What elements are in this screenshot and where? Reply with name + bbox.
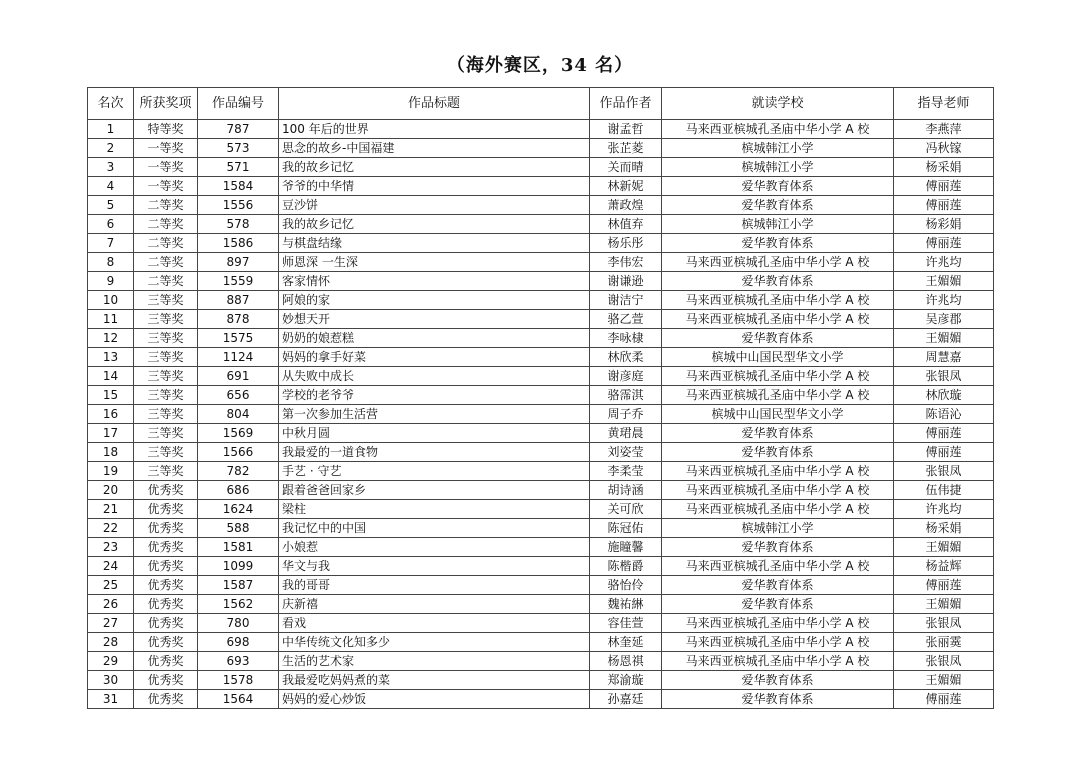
table-row xyxy=(88,215,994,234)
rank-cell: 22 xyxy=(88,519,134,538)
author-cell: 谢彦庭 xyxy=(590,367,662,386)
school-cell: 马来西亚槟城孔圣庙中华小学 A 校 xyxy=(662,367,894,386)
author-cell: 李伟宏 xyxy=(590,253,662,272)
award-cell: 三等奖 xyxy=(134,310,198,329)
school-cell: 马来西亚槟城孔圣庙中华小学 A 校 xyxy=(662,652,894,671)
school-cell: 槟城韩江小学 xyxy=(662,158,894,177)
author-cell: 刘姿莹 xyxy=(590,443,662,462)
award-cell: 三等奖 xyxy=(134,405,198,424)
header-work-id: 作品编号 xyxy=(198,88,279,120)
author-cell: 施瞳馨 xyxy=(590,538,662,557)
school-cell: 爱华教育体系 xyxy=(662,690,894,709)
award-cell: 优秀奖 xyxy=(134,633,198,652)
work-title-cell: 我记忆中的中国 xyxy=(279,519,590,538)
table-row xyxy=(88,671,994,690)
work-id-cell: 1624 xyxy=(198,500,279,519)
award-cell: 优秀奖 xyxy=(134,690,198,709)
author-cell: 陈楷爵 xyxy=(590,557,662,576)
author-cell: 杨乐彤 xyxy=(590,234,662,253)
school-cell: 马来西亚槟城孔圣庙中华小学 A 校 xyxy=(662,310,894,329)
work-title-cell: 豆沙饼 xyxy=(279,196,590,215)
work-title-cell: 我最爱吃妈妈煮的菜 xyxy=(279,671,590,690)
teacher-cell: 傅丽莲 xyxy=(894,177,994,196)
school-cell: 爱华教育体系 xyxy=(662,234,894,253)
work-id-cell: 698 xyxy=(198,633,279,652)
work-title-cell: 100 年后的世界 xyxy=(279,120,590,139)
teacher-cell: 许兆均 xyxy=(894,291,994,310)
teacher-cell: 傅丽莲 xyxy=(894,690,994,709)
page-title: （海外赛区，34 名） xyxy=(446,55,634,76)
work-title-cell: 爷爷的中华情 xyxy=(279,177,590,196)
teacher-cell: 王媚媚 xyxy=(894,538,994,557)
rank-cell: 15 xyxy=(88,386,134,405)
award-cell: 一等奖 xyxy=(134,177,198,196)
table-row xyxy=(88,424,994,443)
teacher-cell: 杨益辉 xyxy=(894,557,994,576)
work-title-cell: 我的故乡记忆 xyxy=(279,215,590,234)
author-cell: 关可欣 xyxy=(590,500,662,519)
work-id-cell: 571 xyxy=(198,158,279,177)
work-title-cell: 手艺 · 守艺 xyxy=(279,462,590,481)
author-cell: 孙嘉廷 xyxy=(590,690,662,709)
table-body xyxy=(88,120,994,709)
teacher-cell: 陈语沁 xyxy=(894,405,994,424)
header-school: 就读学校 xyxy=(662,88,894,120)
work-id-cell: 897 xyxy=(198,253,279,272)
school-cell: 爱华教育体系 xyxy=(662,671,894,690)
header-author: 作品作者 xyxy=(590,88,662,120)
award-cell: 二等奖 xyxy=(134,253,198,272)
author-cell: 骆乙萱 xyxy=(590,310,662,329)
rank-cell: 28 xyxy=(88,633,134,652)
work-title-cell: 从失败中成长 xyxy=(279,367,590,386)
table-row xyxy=(88,253,994,272)
work-title-cell: 看戏 xyxy=(279,614,590,633)
work-id-cell: 787 xyxy=(198,120,279,139)
award-cell: 优秀奖 xyxy=(134,576,198,595)
work-title-cell: 梁柱 xyxy=(279,500,590,519)
work-id-cell: 1569 xyxy=(198,424,279,443)
school-cell: 马来西亚槟城孔圣庙中华小学 A 校 xyxy=(662,633,894,652)
work-id-cell: 693 xyxy=(198,652,279,671)
table-row xyxy=(88,310,994,329)
award-cell: 优秀奖 xyxy=(134,595,198,614)
school-cell: 马来西亚槟城孔圣庙中华小学 A 校 xyxy=(662,386,894,405)
header-award: 所获奖项 xyxy=(134,88,198,120)
table-row xyxy=(88,462,994,481)
rank-cell: 11 xyxy=(88,310,134,329)
header-work-title: 作品标题 xyxy=(279,88,590,120)
rank-cell: 27 xyxy=(88,614,134,633)
rank-cell: 9 xyxy=(88,272,134,291)
teacher-cell: 傅丽莲 xyxy=(894,424,994,443)
work-id-cell: 656 xyxy=(198,386,279,405)
work-title-cell: 我的故乡记忆 xyxy=(279,158,590,177)
school-cell: 槟城韩江小学 xyxy=(662,519,894,538)
teacher-cell: 王媚媚 xyxy=(894,671,994,690)
author-cell: 魏祐綝 xyxy=(590,595,662,614)
teacher-cell: 张银凤 xyxy=(894,614,994,633)
work-id-cell: 1099 xyxy=(198,557,279,576)
award-cell: 优秀奖 xyxy=(134,557,198,576)
rank-cell: 25 xyxy=(88,576,134,595)
teacher-cell: 王媚媚 xyxy=(894,329,994,348)
work-id-cell: 1562 xyxy=(198,595,279,614)
work-id-cell: 878 xyxy=(198,310,279,329)
award-cell: 优秀奖 xyxy=(134,519,198,538)
work-id-cell: 1586 xyxy=(198,234,279,253)
author-cell: 谢孟哲 xyxy=(590,120,662,139)
rank-cell: 23 xyxy=(88,538,134,557)
work-id-cell: 1559 xyxy=(198,272,279,291)
rank-cell: 20 xyxy=(88,481,134,500)
work-id-cell: 1584 xyxy=(198,177,279,196)
work-title-cell: 阿娘的家 xyxy=(279,291,590,310)
school-cell: 爱华教育体系 xyxy=(662,443,894,462)
work-title-cell: 妈妈的爱心炒饭 xyxy=(279,690,590,709)
author-cell: 谢洁宁 xyxy=(590,291,662,310)
award-cell: 三等奖 xyxy=(134,329,198,348)
work-title-cell: 中华传统文化知多少 xyxy=(279,633,590,652)
award-cell: 优秀奖 xyxy=(134,481,198,500)
award-cell: 优秀奖 xyxy=(134,614,198,633)
teacher-cell: 许兆均 xyxy=(894,500,994,519)
table-row xyxy=(88,196,994,215)
school-cell: 槟城中山国民型华文小学 xyxy=(662,405,894,424)
teacher-cell: 周慧嘉 xyxy=(894,348,994,367)
header-rank: 名次 xyxy=(88,88,134,120)
teacher-cell: 李燕萍 xyxy=(894,120,994,139)
work-title-cell: 生活的艺术家 xyxy=(279,652,590,671)
school-cell: 马来西亚槟城孔圣庙中华小学 A 校 xyxy=(662,291,894,310)
rank-cell: 12 xyxy=(88,329,134,348)
table-row xyxy=(88,329,994,348)
teacher-cell: 杨彩娟 xyxy=(894,215,994,234)
rank-cell: 16 xyxy=(88,405,134,424)
school-cell: 爱华教育体系 xyxy=(662,576,894,595)
rank-cell: 24 xyxy=(88,557,134,576)
rank-cell: 26 xyxy=(88,595,134,614)
award-cell: 三等奖 xyxy=(134,291,198,310)
award-cell: 三等奖 xyxy=(134,367,198,386)
teacher-cell: 傅丽莲 xyxy=(894,196,994,215)
rank-cell: 29 xyxy=(88,652,134,671)
award-cell: 特等奖 xyxy=(134,120,198,139)
work-id-cell: 588 xyxy=(198,519,279,538)
school-cell: 爱华教育体系 xyxy=(662,424,894,443)
school-cell: 槟城韩江小学 xyxy=(662,139,894,158)
awards-table xyxy=(87,87,994,709)
author-cell: 关而晴 xyxy=(590,158,662,177)
school-cell: 马来西亚槟城孔圣庙中华小学 A 校 xyxy=(662,253,894,272)
rank-cell: 19 xyxy=(88,462,134,481)
award-cell: 三等奖 xyxy=(134,462,198,481)
work-id-cell: 1556 xyxy=(198,196,279,215)
teacher-cell: 张银凤 xyxy=(894,367,994,386)
award-cell: 二等奖 xyxy=(134,215,198,234)
author-cell: 骆霈淇 xyxy=(590,386,662,405)
work-id-cell: 804 xyxy=(198,405,279,424)
teacher-cell: 傅丽莲 xyxy=(894,234,994,253)
author-cell: 谢谦逊 xyxy=(590,272,662,291)
table-row xyxy=(88,481,994,500)
table-row xyxy=(88,576,994,595)
work-title-cell: 第一次参加生活营 xyxy=(279,405,590,424)
author-cell: 张芷菱 xyxy=(590,139,662,158)
rank-cell: 8 xyxy=(88,253,134,272)
table-row xyxy=(88,291,994,310)
table-row xyxy=(88,158,994,177)
teacher-cell: 傅丽莲 xyxy=(894,576,994,595)
header-row xyxy=(88,88,994,120)
rank-cell: 30 xyxy=(88,671,134,690)
rank-cell: 13 xyxy=(88,348,134,367)
teacher-cell: 杨采娟 xyxy=(894,158,994,177)
work-title-cell: 与棋盘结缘 xyxy=(279,234,590,253)
table-row xyxy=(88,367,994,386)
school-cell: 马来西亚槟城孔圣庙中华小学 A 校 xyxy=(662,557,894,576)
rank-cell: 18 xyxy=(88,443,134,462)
work-title-cell: 中秋月圆 xyxy=(279,424,590,443)
school-cell: 槟城中山国民型华文小学 xyxy=(662,348,894,367)
school-cell: 爱华教育体系 xyxy=(662,329,894,348)
work-id-cell: 1578 xyxy=(198,671,279,690)
school-cell: 马来西亚槟城孔圣庙中华小学 A 校 xyxy=(662,462,894,481)
author-cell: 陈冠佑 xyxy=(590,519,662,538)
table-row xyxy=(88,405,994,424)
table-row xyxy=(88,443,994,462)
rank-cell: 3 xyxy=(88,158,134,177)
author-cell: 周子乔 xyxy=(590,405,662,424)
author-cell: 杨恩祺 xyxy=(590,652,662,671)
table-row xyxy=(88,500,994,519)
award-cell: 二等奖 xyxy=(134,272,198,291)
table-row xyxy=(88,272,994,291)
table-row xyxy=(88,557,994,576)
school-cell: 爱华教育体系 xyxy=(662,272,894,291)
table-row xyxy=(88,120,994,139)
school-cell: 槟城韩江小学 xyxy=(662,215,894,234)
work-id-cell: 780 xyxy=(198,614,279,633)
teacher-cell: 张银凤 xyxy=(894,652,994,671)
table-row xyxy=(88,234,994,253)
rank-cell: 31 xyxy=(88,690,134,709)
work-id-cell: 578 xyxy=(198,215,279,234)
work-title-cell: 跟着爸爸回家乡 xyxy=(279,481,590,500)
author-cell: 黄珺晨 xyxy=(590,424,662,443)
award-cell: 三等奖 xyxy=(134,443,198,462)
school-cell: 爱华教育体系 xyxy=(662,196,894,215)
work-title-cell: 奶奶的娘惹糕 xyxy=(279,329,590,348)
work-title-cell: 学校的老爷爷 xyxy=(279,386,590,405)
work-id-cell: 887 xyxy=(198,291,279,310)
work-id-cell: 1575 xyxy=(198,329,279,348)
teacher-cell: 伍伟捷 xyxy=(894,481,994,500)
rank-cell: 4 xyxy=(88,177,134,196)
rank-cell: 21 xyxy=(88,500,134,519)
table-row xyxy=(88,690,994,709)
award-cell: 三等奖 xyxy=(134,424,198,443)
author-cell: 林欣柔 xyxy=(590,348,662,367)
teacher-cell: 傅丽莲 xyxy=(894,443,994,462)
work-title-cell: 华文与我 xyxy=(279,557,590,576)
rank-cell: 5 xyxy=(88,196,134,215)
work-id-cell: 1587 xyxy=(198,576,279,595)
work-id-cell: 691 xyxy=(198,367,279,386)
table-row xyxy=(88,348,994,367)
table-row xyxy=(88,519,994,538)
teacher-cell: 杨采娟 xyxy=(894,519,994,538)
author-cell: 林新妮 xyxy=(590,177,662,196)
award-cell: 三等奖 xyxy=(134,348,198,367)
school-cell: 马来西亚槟城孔圣庙中华小学 A 校 xyxy=(662,481,894,500)
teacher-cell: 许兆均 xyxy=(894,253,994,272)
work-title-cell: 我的哥哥 xyxy=(279,576,590,595)
award-cell: 优秀奖 xyxy=(134,652,198,671)
work-title-cell: 妈妈的拿手好菜 xyxy=(279,348,590,367)
teacher-cell: 吴彦郡 xyxy=(894,310,994,329)
work-title-cell: 客家情怀 xyxy=(279,272,590,291)
work-id-cell: 782 xyxy=(198,462,279,481)
work-id-cell: 1566 xyxy=(198,443,279,462)
rank-cell: 7 xyxy=(88,234,134,253)
work-id-cell: 686 xyxy=(198,481,279,500)
school-cell: 爱华教育体系 xyxy=(662,595,894,614)
work-title-cell: 师恩深 一生深 xyxy=(279,253,590,272)
rank-cell: 17 xyxy=(88,424,134,443)
table-row xyxy=(88,177,994,196)
work-id-cell: 1581 xyxy=(198,538,279,557)
rank-cell: 10 xyxy=(88,291,134,310)
author-cell: 林值弃 xyxy=(590,215,662,234)
teacher-cell: 王媚媚 xyxy=(894,595,994,614)
rank-cell: 1 xyxy=(88,120,134,139)
award-cell: 一等奖 xyxy=(134,139,198,158)
award-cell: 优秀奖 xyxy=(134,500,198,519)
teacher-cell: 林欣璇 xyxy=(894,386,994,405)
work-id-cell: 1124 xyxy=(198,348,279,367)
rank-cell: 6 xyxy=(88,215,134,234)
author-cell: 李柔莹 xyxy=(590,462,662,481)
rank-cell: 2 xyxy=(88,139,134,158)
work-id-cell: 1564 xyxy=(198,690,279,709)
work-title-cell: 我最爱的一道食物 xyxy=(279,443,590,462)
author-cell: 骆怡伶 xyxy=(590,576,662,595)
author-cell: 胡诗涵 xyxy=(590,481,662,500)
award-cell: 优秀奖 xyxy=(134,671,198,690)
school-cell: 爱华教育体系 xyxy=(662,177,894,196)
work-title-cell: 小娘惹 xyxy=(279,538,590,557)
school-cell: 爱华教育体系 xyxy=(662,538,894,557)
rank-cell: 14 xyxy=(88,367,134,386)
table-row xyxy=(88,538,994,557)
work-title-cell: 思念的故乡-中国福建 xyxy=(279,139,590,158)
award-cell: 三等奖 xyxy=(134,386,198,405)
school-cell: 马来西亚槟城孔圣庙中华小学 A 校 xyxy=(662,500,894,519)
author-cell: 郑渝璇 xyxy=(590,671,662,690)
table-row xyxy=(88,139,994,158)
author-cell: 李咏棣 xyxy=(590,329,662,348)
work-title-cell: 妙想天开 xyxy=(279,310,590,329)
work-id-cell: 573 xyxy=(198,139,279,158)
award-cell: 二等奖 xyxy=(134,196,198,215)
teacher-cell: 张银凤 xyxy=(894,462,994,481)
table-row xyxy=(88,652,994,671)
school-cell: 马来西亚槟城孔圣庙中华小学 A 校 xyxy=(662,614,894,633)
teacher-cell: 冯秋镓 xyxy=(894,139,994,158)
author-cell: 容佳萱 xyxy=(590,614,662,633)
author-cell: 林奎延 xyxy=(590,633,662,652)
award-cell: 一等奖 xyxy=(134,158,198,177)
table-row xyxy=(88,633,994,652)
table-row xyxy=(88,595,994,614)
table-row xyxy=(88,386,994,405)
author-cell: 萧政煌 xyxy=(590,196,662,215)
table-row xyxy=(88,614,994,633)
teacher-cell: 王媚媚 xyxy=(894,272,994,291)
header-teacher: 指导老师 xyxy=(894,88,994,120)
work-title-cell: 庆新禧 xyxy=(279,595,590,614)
teacher-cell: 张丽霙 xyxy=(894,633,994,652)
award-cell: 优秀奖 xyxy=(134,538,198,557)
school-cell: 马来西亚槟城孔圣庙中华小学 A 校 xyxy=(662,120,894,139)
award-cell: 二等奖 xyxy=(134,234,198,253)
